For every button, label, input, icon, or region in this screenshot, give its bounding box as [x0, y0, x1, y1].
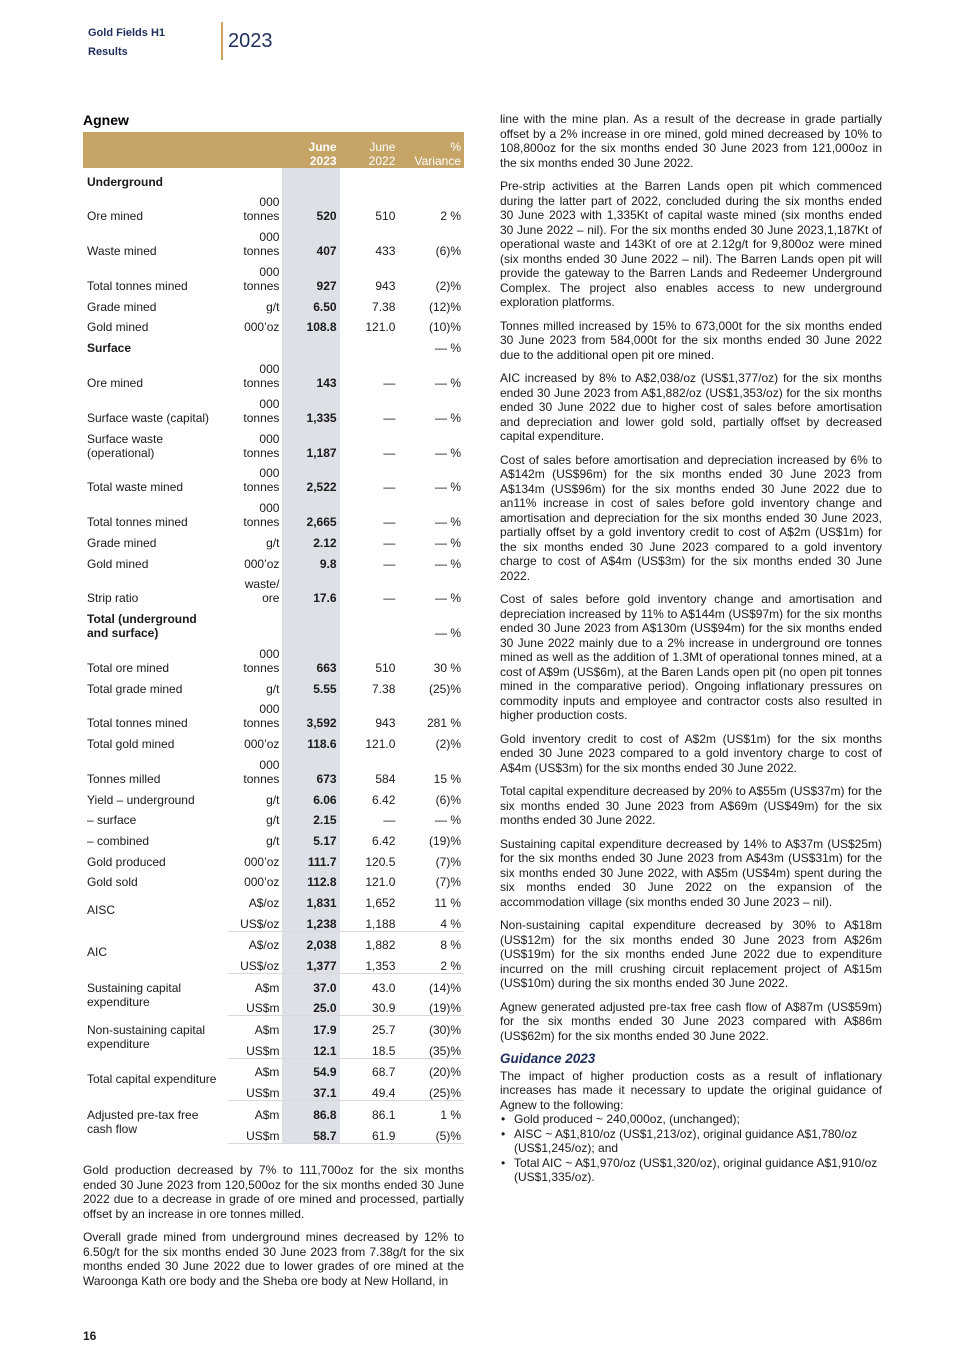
value-2023: 58.7 [282, 1122, 339, 1143]
row-label: Strip ratio [87, 591, 139, 606]
unit-cell: US$m [228, 1122, 282, 1143]
value-2023 [282, 334, 339, 355]
variance-cell: — % [434, 515, 461, 530]
header-company [88, 24, 165, 62]
value-2022: 61.9 [340, 1122, 399, 1143]
table-row [83, 258, 464, 293]
variance-cell: (12)% [428, 299, 461, 314]
value-2022: — [383, 535, 396, 550]
variance-cell: (30)% [428, 1023, 461, 1038]
guidance-intro: The impact of higher production costs as a result of inflationary increases has made it necessary to update the original guidance of Agnew to the following: [500, 1068, 882, 1112]
variance-cell: (5)% [398, 1122, 464, 1143]
row-label: Surface waste (operational) [87, 431, 164, 460]
value-2022: 6.42 [372, 792, 396, 807]
row-label: Adjusted pre-tax free cash flow [87, 1107, 199, 1136]
value-2022: 120.5 [365, 854, 396, 869]
unit-cell: A$/oz [248, 938, 280, 953]
paragraph: AIC increased by 8% to A$2,038/oz (US$1,377/oz) for the six months ended 30 June 2023 from A$1,882/oz (US$1,353/oz) for the six months ended 30 June 2022 due to higher cost of sales before amortisation and depreciation and lower gold sold, partially offset by decreased capital expenditure. [500, 371, 882, 443]
unit-cell: US$/oz [228, 910, 282, 931]
variance-cell: (19)% [428, 833, 461, 848]
variance-cell: 30 % [433, 660, 461, 675]
value-2023: 663 [282, 640, 339, 675]
unit-cell: g/t [266, 813, 280, 828]
value-2022: 68.7 [372, 1065, 396, 1080]
value-2023: 5.55 [282, 675, 339, 696]
value-2022: 30.9 [340, 995, 399, 1016]
variance-cell: (2)% [435, 737, 461, 752]
row-label: Gold mined [87, 556, 149, 571]
row-label: AISC [87, 903, 116, 918]
variance-cell: (10)% [428, 320, 461, 335]
table-row [83, 355, 464, 390]
table-body [83, 168, 464, 1143]
variance-cell: (25)% [398, 1079, 464, 1100]
value-2022: 433 [375, 244, 396, 259]
table-row [83, 425, 464, 460]
header-june-2022: June 2022 [340, 132, 399, 168]
unit-cell: US$m [228, 995, 282, 1016]
paragraph: Agnew generated adjusted pre-tax free cash flow of A$87m (US$59m) for the six months ended 30 June 2023 compared with A$86m (US$62m) for the six months ended 30 June 2022. [500, 999, 882, 1043]
row-label: – combined [87, 833, 150, 848]
unit-cell: 000 tonnes [243, 230, 280, 259]
value-2023: 520 [282, 189, 339, 224]
value-2023: 2,522 [282, 460, 339, 495]
value-2022: 18.5 [340, 1037, 399, 1058]
unit-cell: 000’oz [244, 875, 280, 890]
value-2022: 7.38 [372, 681, 396, 696]
variance-cell: — % [434, 535, 461, 550]
table-row [83, 390, 464, 425]
header-blank-unit [228, 132, 282, 168]
row-label: Total waste mined [87, 480, 184, 495]
unit-cell: 000 tonnes [243, 757, 280, 786]
value-2023: 5.17 [282, 827, 339, 848]
table-row [83, 334, 464, 355]
paragraph: Sustaining capital expenditure decreased by 14% to A$37m (US$25m) for the six months ended 30 June 2023 from A$43m (US$31m) for the six months ended 30 June 2022, with A$5m (US$4m) spent during the six months ended 30 June 2022 on the expansion of the accommodation village (six months ended 30 June 2023 – nil). [500, 836, 882, 909]
variance-cell: — % [434, 375, 461, 390]
value-2022: — [383, 480, 396, 495]
value-2022: 43.0 [372, 980, 396, 995]
value-2022 [340, 605, 399, 640]
row-label: Surface waste (capital) [87, 410, 210, 425]
variance-cell: (19)% [398, 995, 464, 1016]
table-row [83, 223, 464, 258]
section-label: Total (underground and surface) [87, 612, 197, 641]
table-row [83, 494, 464, 529]
value-2023: 37.1 [282, 1079, 339, 1100]
value-2023: 407 [282, 223, 339, 258]
value-2023: 112.8 [282, 869, 339, 890]
variance-cell: (7)% [435, 875, 461, 890]
table-row [83, 974, 464, 995]
unit-cell: 000 tonnes [243, 466, 280, 495]
variance-cell: (20)% [428, 1065, 461, 1080]
table-row [83, 696, 464, 731]
value-2023 [282, 605, 339, 640]
guidance-bullet: • Gold produced ~ 240,000oz, (unchanged); [500, 1112, 882, 1127]
value-2022: 1,652 [365, 895, 396, 910]
row-label: Grade mined [87, 535, 157, 550]
unit-cell: 000 tonnes [243, 501, 280, 530]
variance-cell: 11 % [434, 895, 461, 910]
table-row [83, 314, 464, 335]
unit-cell: 000 tonnes [243, 396, 280, 425]
variance-cell: — % [434, 445, 461, 460]
value-2023: 673 [282, 751, 339, 786]
value-2023: 9.8 [282, 550, 339, 571]
variance-cell: (2)% [435, 279, 461, 294]
value-2023: 25.0 [282, 995, 339, 1016]
paragraph: Gold production decreased by 7% to 111,700oz for the six months ended 30 June 2023 from 120,500oz for the six months ended 30 June 2022 due to a decrease in grade of ore mined and processed, partially offset by an increase in ore tonnes milled. [83, 1163, 464, 1221]
value-2023: 2.12 [282, 529, 339, 550]
unit-cell: A$/oz [248, 895, 280, 910]
variance-cell: 2 % [398, 952, 464, 973]
unit-cell: g/t [266, 535, 280, 550]
value-2022: 510 [375, 209, 396, 224]
variance-cell: 2 % [440, 209, 461, 224]
row-label: AIC [87, 945, 108, 960]
value-2023: 143 [282, 355, 339, 390]
page-number: 16 [83, 1329, 97, 1343]
value-2022: — [383, 410, 396, 425]
unit-cell [228, 334, 282, 355]
row-label: Total ore mined [87, 660, 170, 675]
value-2022: — [383, 813, 396, 828]
table-row [83, 571, 464, 606]
value-2023: 2,038 [282, 931, 339, 952]
unit-cell: 000 tonnes [243, 265, 280, 294]
unit-cell: waste/ ore [244, 577, 280, 606]
row-label: Total grade mined [87, 681, 183, 696]
unit-cell: 000 tonnes [243, 361, 280, 390]
unit-cell: 000 tonnes [243, 195, 280, 224]
table-row [83, 730, 464, 751]
row-label: Sustaining capital expenditure [87, 980, 182, 1009]
table-row [83, 168, 464, 189]
header-divider [221, 22, 223, 60]
variance-cell: (35)% [398, 1037, 464, 1058]
header-blank [83, 132, 228, 168]
value-2023: 3,592 [282, 696, 339, 731]
value-2022: 943 [375, 279, 396, 294]
value-2022: 6.42 [372, 833, 396, 848]
unit-cell: g/t [266, 299, 280, 314]
section-title: Agnew [83, 112, 129, 128]
value-2022: 943 [375, 716, 396, 731]
value-2023: 2,665 [282, 494, 339, 529]
variance-cell [398, 168, 464, 189]
table-row [83, 827, 464, 848]
variance-cell: (6)% [435, 792, 461, 807]
value-2023: 12.1 [282, 1037, 339, 1058]
variance-cell: (6)% [435, 244, 461, 259]
header-june-2023: June 2023 [282, 132, 339, 168]
unit-cell: A$m [254, 1107, 280, 1122]
value-2022: 121.0 [365, 875, 396, 890]
row-label: Ore mined [87, 375, 144, 390]
row-label: Grade mined [87, 299, 157, 314]
table-row [83, 889, 464, 910]
value-2022: 584 [375, 771, 396, 786]
unit-cell: 000 tonnes [243, 646, 280, 675]
table-row [83, 529, 464, 550]
paragraph: Cost of sales before gold inventory change and amortisation and depreciation increased by 11% to A$144m (US$97m) for the six months ended 30 June 2023 from A$130m (US$94m) for the six months ended 30 June 2022 mainly due to a 2% increase in underground ore tonnes mined as well as the addition of 1.3Mt of operational tonnes mined, at a cost of A$9m (US$6m), at the Baren Lands open pit (no open pit tonnes mined in the comparative period). Ongoing inflationary pressures on commodity inputs and employee and contractor costs also resulted in higher production costs. [500, 592, 882, 722]
variance-cell: — % [434, 591, 461, 606]
value-2022 [340, 168, 399, 189]
value-2022: 25.7 [372, 1023, 396, 1038]
table-row [83, 675, 464, 696]
value-2022: — [383, 375, 396, 390]
unit-cell: A$m [254, 1023, 280, 1038]
value-2022: 121.0 [365, 320, 396, 335]
row-label: Gold sold [87, 875, 138, 890]
value-2023: 6.50 [282, 293, 339, 314]
unit-cell: 000’oz [244, 556, 280, 571]
guidance-title: Guidance 2023 [500, 1051, 596, 1066]
value-2023: 1,238 [282, 910, 339, 931]
row-label: Gold mined [87, 320, 149, 335]
variance-cell: (25)% [428, 681, 461, 696]
variance-cell: 1 % [440, 1107, 461, 1122]
table-row [83, 1016, 464, 1037]
table-row [83, 848, 464, 869]
value-2022: 1,188 [340, 910, 399, 931]
variance-cell: 281 % [426, 716, 461, 731]
variance-cell: — % [434, 480, 461, 495]
paragraph: line with the mine plan. As a result of the decrease in grade partially offset by a 2% increase in ore mined, gold mined decreased by 10% to 108,800oz for the six months ended 30 June 2023 from 121,000oz in the six months ended 30 June 2022. [500, 112, 882, 170]
variance-cell: — % [434, 626, 461, 641]
value-2022: — [383, 445, 396, 460]
unit-cell: 000’oz [244, 737, 280, 752]
value-2022: — [383, 591, 396, 606]
paragraph: Non-sustaining capital expenditure decreased by 30% to A$18m (US$12m) for the six months ended 30 June 2023 from A$26m (US$19m) for the six months ended June 2022 due to expenditure incurred on the mill crushing circuit replacement project of A$15m (US$10m) during the six months ended 30 June 2022. [500, 918, 882, 990]
value-2022: 1,882 [365, 938, 396, 953]
unit-cell: 000’oz [244, 854, 280, 869]
paragraph: Gold inventory credit to cost of A$2m (US$1m) for the six months ended 30 June 2023 compared to a gold inventory charge to cost of A$4m (US$3m) for the six months ended 30 June 2022. [500, 731, 882, 775]
guidance-bullet: • AISC ~ A$1,810/oz (US$1,213/oz), original guidance A$1,780/oz (US$1,245/oz); and [500, 1127, 882, 1156]
left-text-column [83, 1163, 464, 1297]
value-2023: 1,377 [282, 952, 339, 973]
value-2022: 86.1 [372, 1107, 396, 1122]
value-2023: 17.6 [282, 571, 339, 606]
guidance-list [500, 1112, 882, 1185]
variance-cell: 15 % [433, 771, 461, 786]
value-2022: 121.0 [365, 737, 396, 752]
value-2023: 54.9 [282, 1058, 339, 1079]
unit-cell: g/t [266, 833, 280, 848]
variance-cell: — % [434, 556, 461, 571]
unit-cell: g/t [266, 792, 280, 807]
table-row [83, 751, 464, 786]
paragraph: Total capital expenditure decreased by 20% to A$55m (US$37m) for the six months ended 30 June 2023 from A$69m (US$49m) for the six months ended 30 June 2022. [500, 784, 882, 827]
unit-cell [228, 168, 282, 189]
row-label: – surface [87, 813, 137, 828]
table-row [83, 786, 464, 807]
value-2022 [340, 334, 399, 355]
unit-cell: A$m [254, 980, 280, 995]
variance-cell: — % [434, 813, 461, 828]
row-label: Yield – underground [87, 792, 195, 807]
right-text-column [500, 112, 882, 1185]
value-2023 [282, 168, 339, 189]
row-label: Total tonnes mined [87, 515, 188, 530]
unit-cell: A$m [254, 1065, 280, 1080]
value-2023: 1,831 [282, 889, 339, 910]
value-2023: 17.9 [282, 1016, 339, 1037]
table-row [83, 1101, 464, 1122]
variance-cell: (14)% [428, 980, 461, 995]
variance-cell: 8 % [440, 938, 461, 953]
value-2023: 1,335 [282, 390, 339, 425]
paragraph: Overall grade mined from underground mines decreased by 12% to 6.50g/t for the six months ended 30 June 2023 from 7.38g/t for the six months ended 30 June 2022 due to lower grades of ore mined at the Waroonga Kath ore body and the Sheba ore body at New Holland, in [83, 1230, 464, 1288]
table-row [83, 293, 464, 314]
value-2022: 510 [375, 660, 396, 675]
value-2023: 111.7 [282, 848, 339, 869]
table-row [83, 189, 464, 224]
unit-cell: 000 tonnes [243, 431, 280, 460]
value-2023: 1,187 [282, 425, 339, 460]
value-2022: 49.4 [340, 1079, 399, 1100]
header-year: 2023 [228, 30, 273, 52]
table-row [83, 640, 464, 675]
row-label: Waste mined [87, 244, 157, 259]
table-row [83, 460, 464, 495]
value-2022: 7.38 [372, 299, 396, 314]
row-label: Gold produced [87, 854, 166, 869]
table-row [83, 1058, 464, 1079]
paragraph: Tonnes milled increased by 15% to 673,000t for the six months ended 30 June 2023 from 584,000t for the six months ended 30 June 2022 due to the additional open pit ore mined. [500, 318, 882, 362]
row-label: Non-sustaining capital expenditure [87, 1023, 206, 1052]
table-header-row [83, 132, 464, 168]
unit-cell: g/t [266, 681, 280, 696]
header-title: Gold Fields H1 [88, 27, 166, 39]
variance-cell: 4 % [398, 910, 464, 931]
unit-cell: US$m [228, 1079, 282, 1100]
table-row [83, 869, 464, 890]
unit-cell: 000’oz [244, 320, 280, 335]
row-label: Total tonnes mined [87, 279, 188, 294]
row-label: Total capital expenditure [87, 1072, 217, 1087]
right-paragraphs [500, 112, 882, 1043]
value-2022: 1,353 [340, 952, 399, 973]
paragraph: Cost of sales before amortisation and depreciation increased by 6% to A$142m (US$96m) for the six months ended 30 June 2023 from A$134m (US$96m) for the six months ended 30 June 2022 due to an11% increase in cost of sales before gold inventory change and amortisation and depreciation for the six months ended 30 June 2023, partially offset by a gold inventory credit to cost of A$2m (US$1m) for the six months ended 30 June 2023 compared to a gold inventory charge to cost of A$4m (US$3m) for the six months ended 30 June 2022. [500, 452, 882, 583]
table-row [83, 550, 464, 571]
guidance-bullet: • Total AIC ~ A$1,970/oz (US$1,320/oz), original guidance A$1,910/oz (US$1,335/oz). [500, 1156, 882, 1185]
value-2023: 118.6 [282, 730, 339, 751]
unit-cell: US$/oz [228, 952, 282, 973]
unit-cell: 000 tonnes [243, 702, 280, 731]
table-row [83, 605, 464, 640]
row-label: Tonnes milled [87, 771, 161, 786]
row-label: Total tonnes mined [87, 716, 188, 731]
value-2022: — [383, 515, 396, 530]
value-2023: 86.8 [282, 1101, 339, 1122]
header-variance: % Variance [398, 132, 464, 168]
header-subtitle: Results [88, 46, 128, 58]
value-2023: 108.8 [282, 314, 339, 335]
unit-cell [228, 605, 282, 640]
value-2023: 6.06 [282, 786, 339, 807]
section-label: Underground [87, 174, 163, 189]
value-2023: 2.15 [282, 807, 339, 828]
unit-cell: US$m [228, 1037, 282, 1058]
value-2022: — [383, 556, 396, 571]
section-label: Surface [87, 341, 132, 356]
variance-cell: — % [434, 410, 461, 425]
variance-cell: (7)% [435, 854, 461, 869]
paragraph: Pre-strip activities at the Barren Lands open pit which commenced during the latter part of 2022, concluded during the six months ended 30 June 2023 with 1,335Kt of capital waste mined (six months ended 30 June 2022 – nil). For the six months ended 30 June 2023,1,187Kt of operational waste and 143Kt of ore at 2.12g/t for 9,800oz were mined (six months ended 30 June 2022 – nil). The Barren Lands open pit will provide the gateway to the Barren Lands and Redeemer Underground Complex. The project also enables access to new underground exploration platforms. [500, 179, 882, 309]
value-2023: 37.0 [282, 974, 339, 995]
table-row [83, 931, 464, 952]
table-row [83, 807, 464, 828]
value-2023: 927 [282, 258, 339, 293]
operations-table [83, 132, 464, 1144]
row-label: Total gold mined [87, 737, 175, 752]
row-label: Ore mined [87, 209, 144, 224]
variance-cell: — % [434, 341, 461, 356]
